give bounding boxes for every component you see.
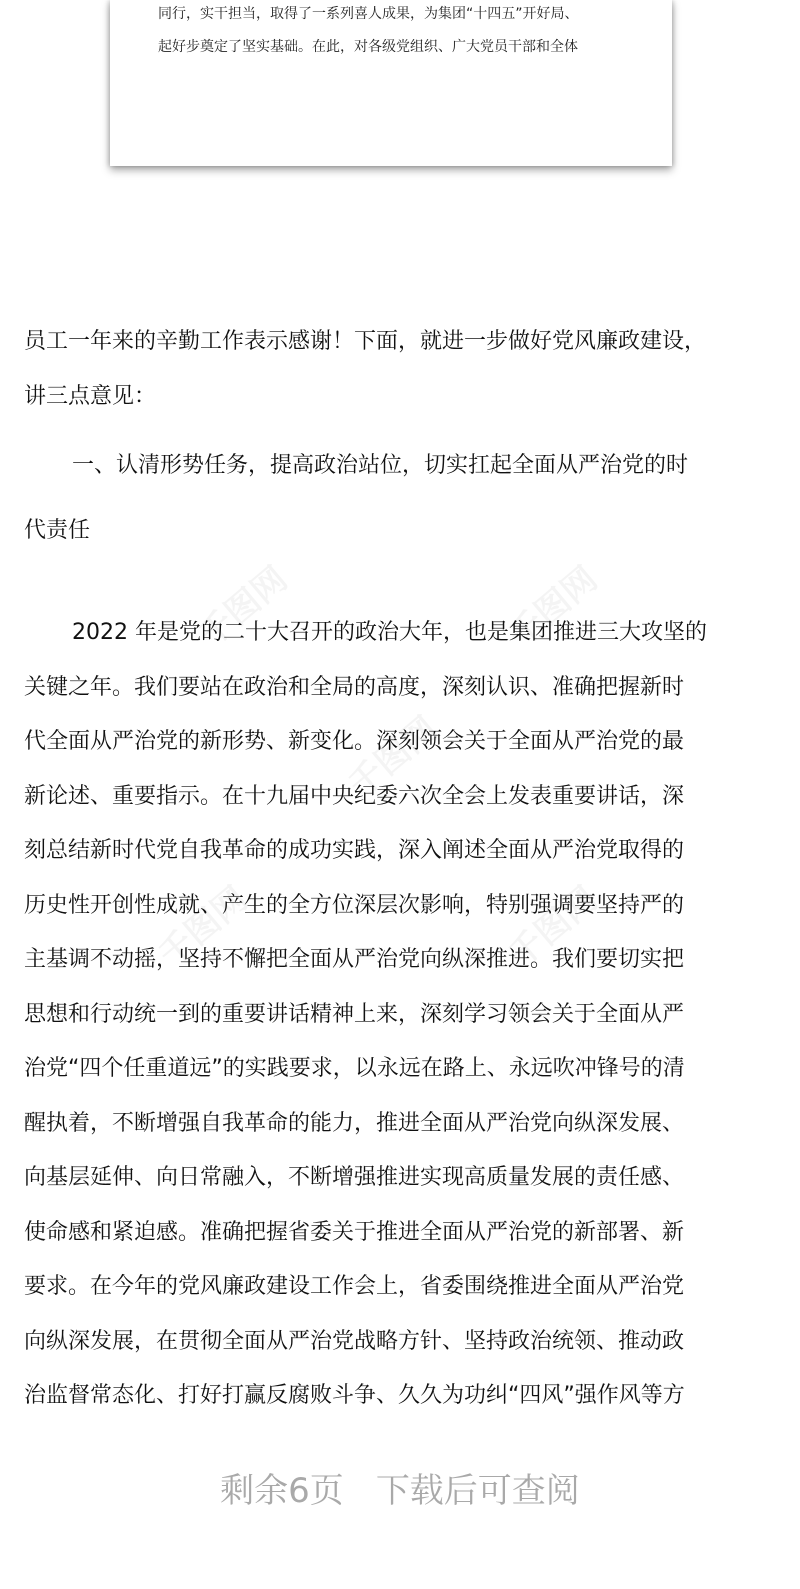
section-heading-line: 代责任 [24, 518, 91, 543]
remaining-pages-label[interactable]: 剩余6页 [220, 1471, 344, 1511]
paragraph-line: 历史性开创性成就、产生的全方位深层次影响，特别强调要坚持严的 [24, 893, 685, 918]
paragraph-line: 醒执着，不断增强自我革命的能力，推进全面从严治党向纵深发展、 [24, 1111, 685, 1136]
paragraph-line: 治党“四个任重道远”的实践要求，以永远在路上、永远吹冲锋号的清 [24, 1056, 685, 1081]
paragraph-line: 主基调不动摇，坚持不懈把全面从严治党向纵深推进。我们要切实把 [24, 947, 685, 972]
paragraph-line: 思想和行动统一到的重要讲话精神上来，深刻学习领会关于全面从严 [24, 1002, 685, 1027]
paragraph-line: 讲三点意见： [24, 384, 157, 409]
paragraph-line: 向纵深发展，在贯彻全面从严治党战略方针、坚持政治统领、推动政 [24, 1329, 685, 1354]
paragraph-line: 刻总结新时代党自我革命的成功实践，深入阐述全面从严治党取得的 [24, 838, 685, 863]
paragraph-line: 向基层延伸、向日常融入，不断增强推进实现高质量发展的责任感、 [24, 1165, 685, 1190]
paragraph-line: 关键之年。我们要站在政治和全局的高度，深刻认识、准确把握新时 [24, 675, 685, 700]
download-prompt[interactable] [0, 1466, 800, 1516]
page-preview-card [110, 0, 672, 166]
paragraph-line: 使命感和紧迫感。准确把握省委关于推进全面从严治党的新部署、新 [24, 1220, 685, 1245]
download-hint-label[interactable]: 下载后可查阅 [375, 1471, 580, 1511]
preview-text-line: 起好步奠定了坚实基础。在此，对各级党组织、广大党员干部和全体 [158, 39, 578, 55]
preview-text-line: 同行，实干担当，取得了一系列喜人成果，为集团“十四五”开好局、 [158, 6, 579, 22]
paragraph-line: 2022 年是党的二十大召开的政治大年，也是集团推进三大攻坚的 [72, 620, 707, 645]
paragraph-line: 治监督常态化、打好打赢反腐败斗争、久久为功纠“四风”强作风等方 [24, 1383, 685, 1408]
paragraph-line: 员工一年来的辛勤工作表示感谢！下面，就进一步做好党风廉政建设， [24, 329, 707, 354]
section-heading-line: 一、认清形势任务，提高政治站位，切实扛起全面从严治党的时 [72, 453, 689, 478]
paragraph-line: 代全面从严治党的新形势、新变化。深刻领会关于全面从严治党的最 [24, 729, 685, 754]
paragraph-line: 要求。在今年的党风廉政建设工作会上，省委围绕推进全面从严治党 [24, 1274, 685, 1299]
paragraph-line: 新论述、重要指示。在十九届中央纪委六次全会上发表重要讲话，深 [24, 784, 685, 809]
